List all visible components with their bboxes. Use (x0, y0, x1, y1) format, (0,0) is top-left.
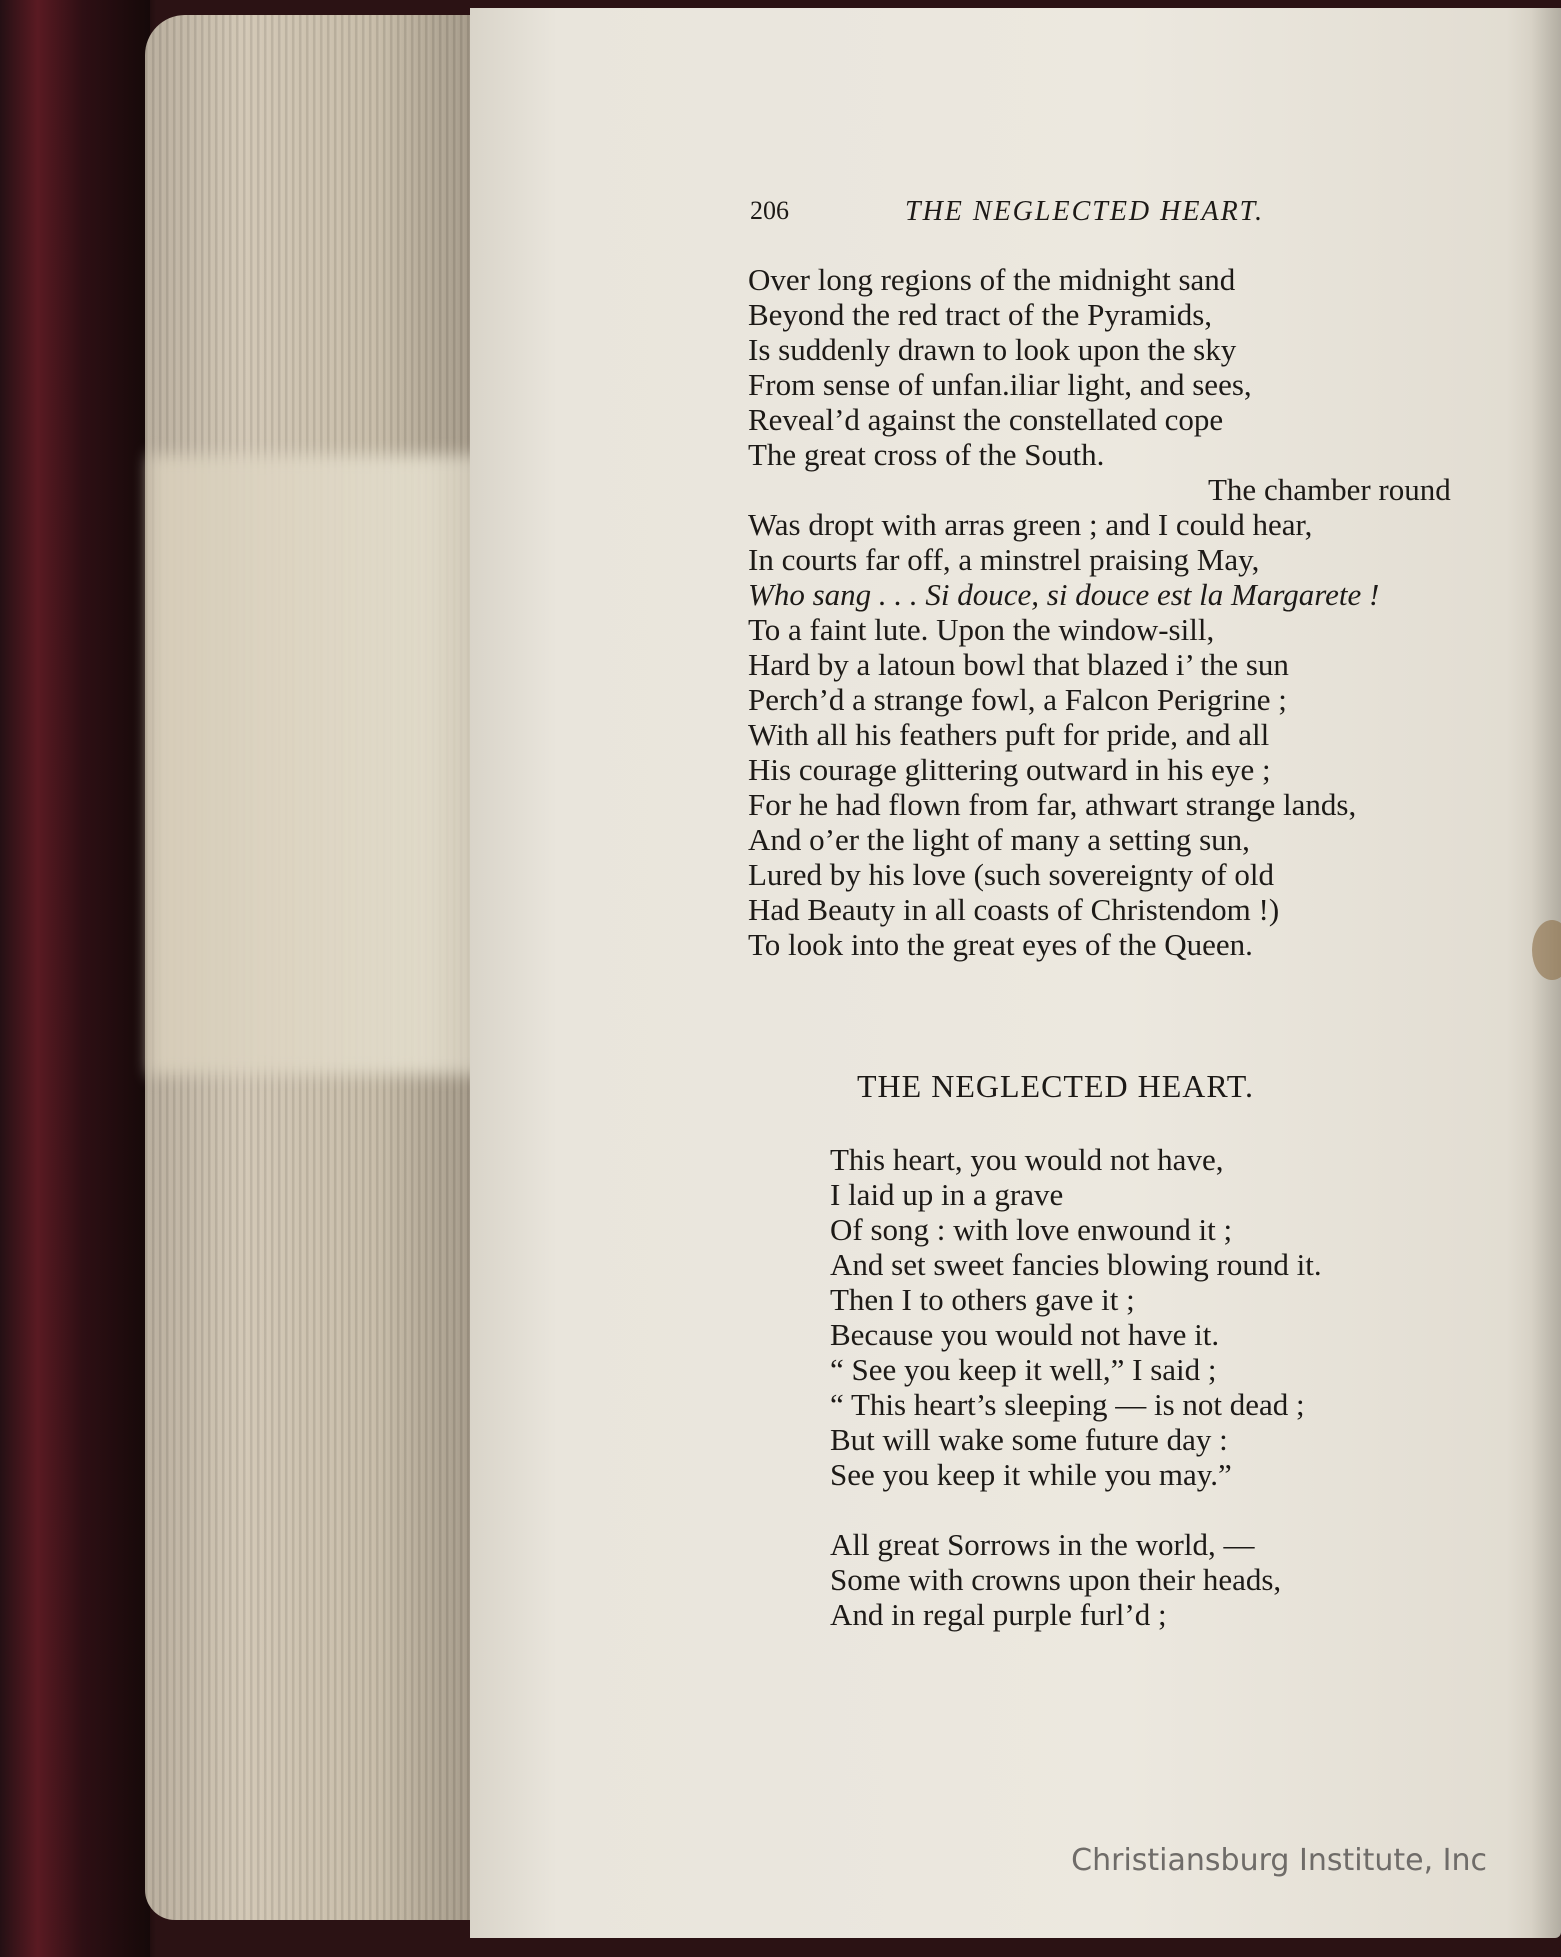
poem-line: The chamber round (1208, 472, 1451, 507)
poem-line: For he had flown from far, athwart strange lands, (748, 787, 1357, 822)
poem-continuation (748, 262, 1451, 962)
page-number: 206 (750, 196, 789, 225)
poem-line: To a faint lute. Upon the window-sill, (748, 612, 1215, 647)
poem-line: And in regal purple furl’d ; (830, 1597, 1167, 1632)
running-title: THE NEGLECTED HEART. (905, 196, 1265, 227)
poem-line: I laid up in a grave (830, 1177, 1064, 1212)
poem-line: “ See you keep it well,” I said ; (830, 1352, 1217, 1387)
poem-line: The great cross of the South. (748, 437, 1105, 472)
book-cover (0, 0, 150, 1957)
poem-line: Then I to others gave it ; (830, 1282, 1135, 1317)
poem-neglected-heart (830, 1142, 1322, 1632)
poem-line: All great Sorrows in the world, — (830, 1527, 1255, 1562)
poem-line: Over long regions of the midnight sand (748, 262, 1236, 297)
poem-line: Some with crowns upon their heads, (830, 1562, 1282, 1597)
poem-line: Because you would not have it. (830, 1317, 1220, 1352)
poem-line: Lured by his love (such sovereignty of old (748, 857, 1275, 892)
watermark: Christiansburg Institute, Inc (1071, 1843, 1487, 1878)
poem-line: This heart, you would not have, (830, 1142, 1224, 1177)
poem-line: Was dropt with arras green ; and I could hear, (748, 507, 1313, 542)
poem-line: Had Beauty in all coasts of Christendom !) (748, 892, 1280, 927)
poem-line: Of song : with love enwound it ; (830, 1212, 1233, 1247)
poem-line: Reveal’d against the constellated cope (748, 402, 1224, 437)
poem-line: But will wake some future day : (830, 1422, 1228, 1457)
poem-line: From sense of unfan.iliar light, and sees, (748, 367, 1252, 402)
poem-line: Perch’d a strange fowl, a Falcon Perigrine ; (748, 682, 1287, 717)
poem-line: His courage glittering outward in his eye ; (748, 752, 1271, 787)
poem-title: THE NEGLECTED HEART. (857, 1068, 1254, 1104)
poem-line: With all his feathers puft for pride, and all (748, 717, 1270, 752)
poem-line: See you keep it while you may.” (830, 1457, 1232, 1492)
poem-line: Who sang . . . Si douce, si douce est la Margarete ! (748, 577, 1380, 612)
poem-line: In courts far off, a minstrel praising May, (748, 542, 1260, 577)
stanza-break (830, 1492, 1322, 1527)
poem-line: Beyond the red tract of the Pyramids, (748, 297, 1213, 332)
poem-line: “ This heart’s sleeping — is not dead ; (830, 1387, 1305, 1422)
poem-line: And set sweet fancies blowing round it. (830, 1247, 1322, 1282)
poem-line: Hard by a latoun bowl that blazed i’ the sun (748, 647, 1289, 682)
poem-line: To look into the great eyes of the Queen. (748, 927, 1253, 962)
poem-line: And o’er the light of many a setting sun, (748, 822, 1250, 857)
poem-line: Is suddenly drawn to look upon the sky (748, 332, 1237, 367)
